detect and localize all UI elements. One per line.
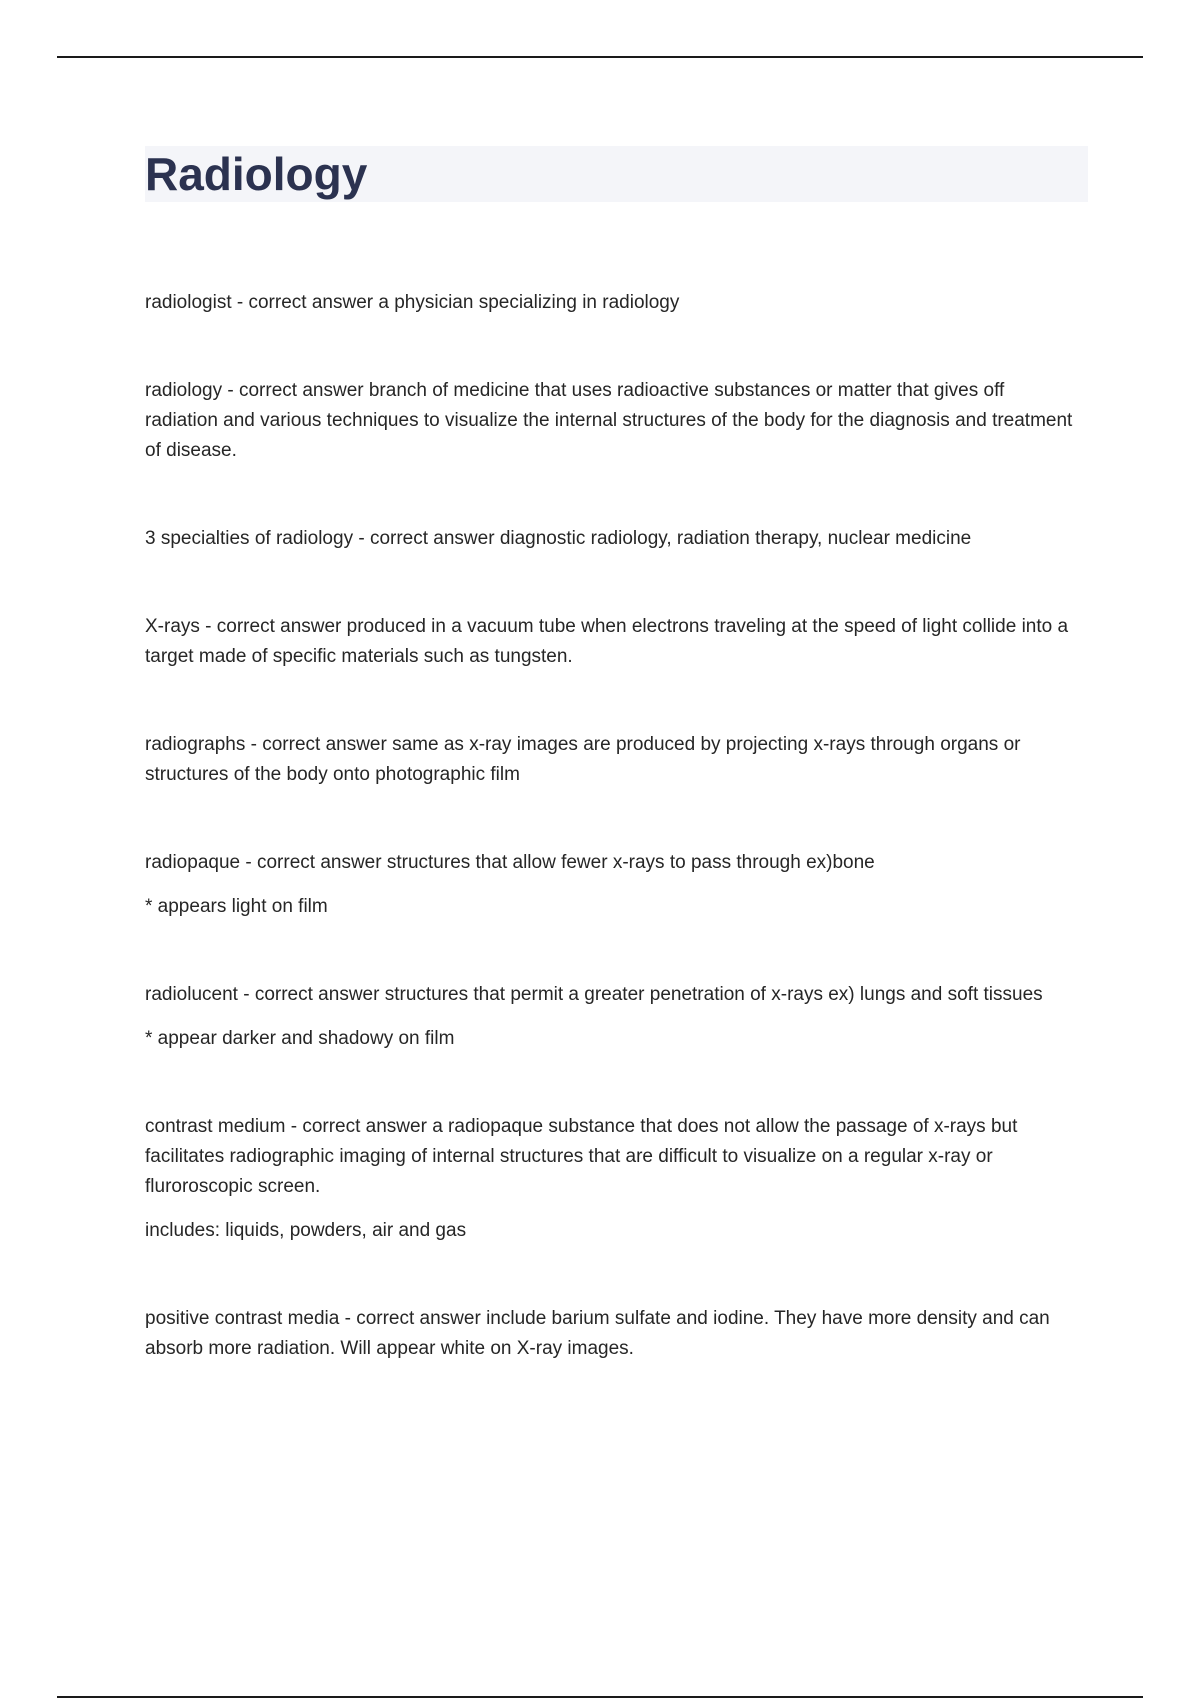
flashcard-entry-radiographs	[145, 730, 1080, 790]
entry-text: radiology - correct answer branch of medicine that uses radioactive substances or matter that gives off radiation and various techniques to visualize the internal structures of the body for the diagnosis and treatment of disease.	[145, 380, 1073, 461]
entry-text: positive contrast media - correct answer include barium sulfate and iodine. They have more density and can absorb more radiation. Will appear white on X-ray images.	[145, 1308, 1050, 1359]
entry-text: contrast medium - correct answer a radiopaque substance that does not allow the passage of x-rays but facilitates radiographic imaging of internal structures that are difficult to visualize on a regular x-ray or fluroroscopic screen.	[145, 1116, 1018, 1197]
flashcard-entry-radiologist	[145, 288, 1080, 318]
entry-text: 3 specialties of radiology - correct answer diagnostic radiology, radiation therapy, nuclear medicine	[145, 528, 972, 549]
entry-text: radiopaque - correct answer structures that allow fewer x-rays to pass through ex)bone	[145, 852, 875, 873]
bottom-rule	[57, 1696, 1143, 1698]
entry-text: radiographs - correct answer same as x-ray images are produced by projecting x-rays through organs or structures of the body onto photographic film	[145, 734, 1021, 785]
entry-text: X-rays - correct answer produced in a vacuum tube when electrons traveling at the speed of light collide into a target made of specific materials such as tungsten.	[145, 616, 1069, 667]
entry-text: radiolucent - correct answer structures that permit a greater penetration of x-rays ex) lungs and soft tissues	[145, 984, 1043, 1005]
flashcard-entry-positive-contrast-media	[145, 1304, 1080, 1364]
flashcard-entry-radiolucent	[145, 980, 1080, 1054]
top-rule	[57, 56, 1143, 58]
flashcard-entry-radiology	[145, 376, 1080, 466]
flashcard-list	[145, 288, 1080, 1422]
entry-note: * appears light on film	[145, 896, 328, 917]
entry-note: includes: liquids, powders, air and gas	[145, 1220, 467, 1241]
flashcard-entry-x-rays	[145, 612, 1080, 672]
flashcard-entry-radiopaque	[145, 848, 1080, 922]
entry-text: radiologist - correct answer a physician specializing in radiology	[145, 292, 680, 313]
flashcard-entry-contrast-medium	[145, 1112, 1080, 1246]
entry-note: * appear darker and shadowy on film	[145, 1028, 455, 1049]
flashcard-entry-specialties	[145, 524, 1080, 554]
page-title: Radiology	[145, 148, 368, 200]
